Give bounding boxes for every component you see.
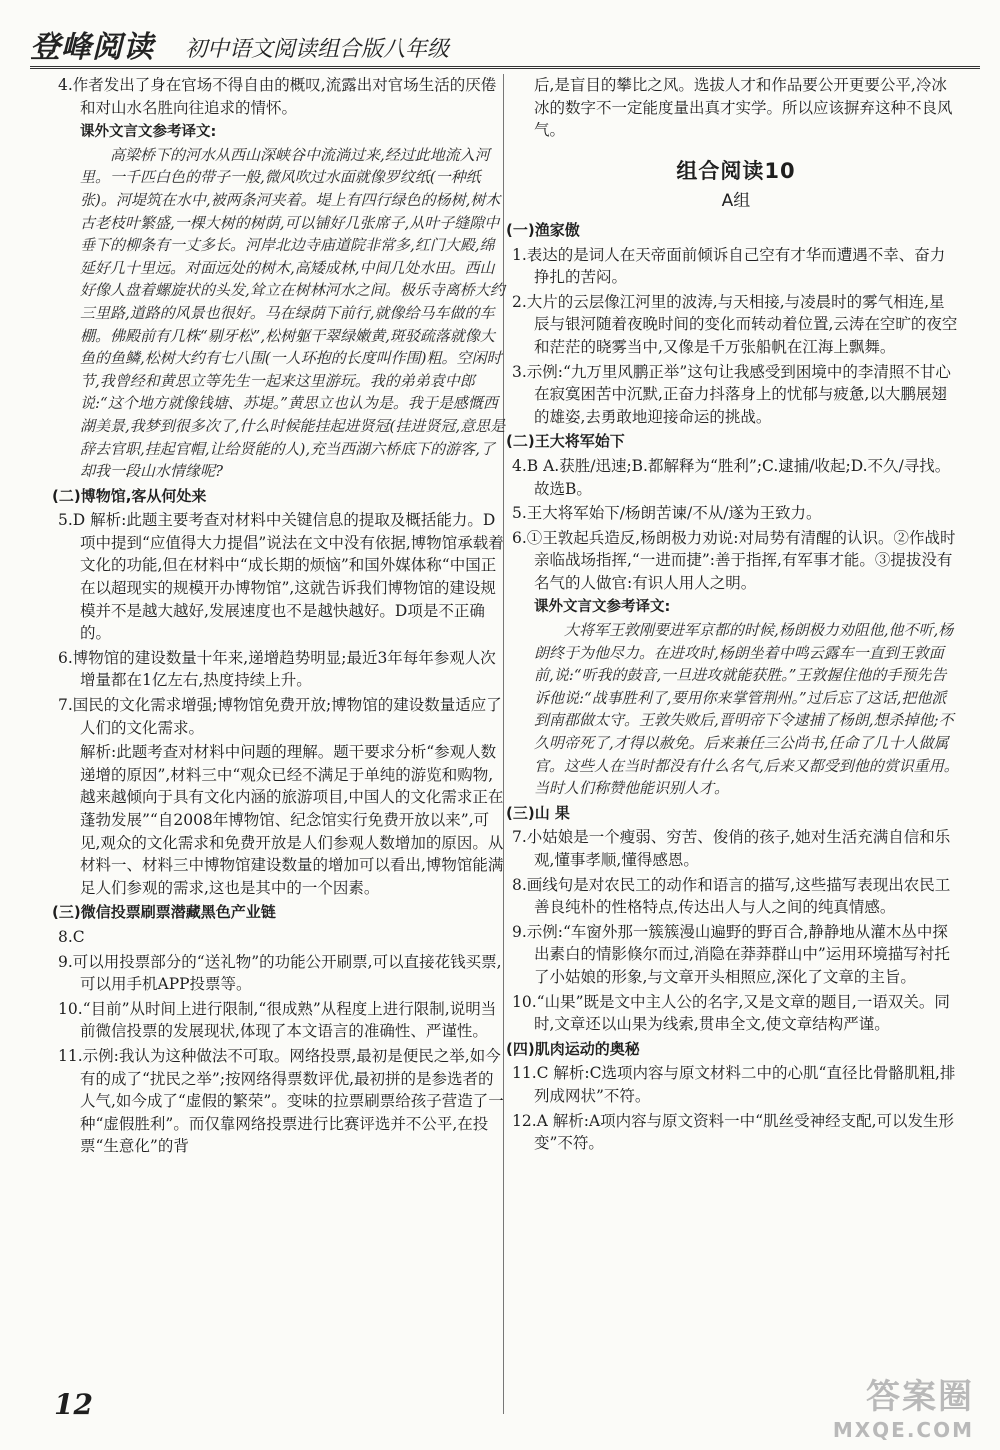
section-heading-r3: (三)山 果 [506, 803, 570, 822]
page-number: 12 [54, 1388, 93, 1421]
answer-item-r1: 1.表达的是词人在天帝面前倾诉自己空有才华而遭遇不幸、奋力挣扎的苦闷。 [512, 245, 946, 287]
section-heading-3: (三)微信投票刷票潜藏黑色产业链 [52, 903, 276, 922]
translation-title: 课外文言文参考译文: [80, 124, 217, 141]
answer-item-4: 4.作者发出了身在官场不得自由的概叹,流露出对官场生活的厌倦和对山水名胜向往追求的情怀。 [58, 76, 497, 117]
answer-item-7-analysis: 解析:此题考查对材料中问题的理解。题干要求分析“参观人数递增的原因”,材料三中“观众已经不满足于单纯的游览和购物,越来越倾向于具有文化内涵的旅游项目,中国人的文化需求正在蓬勃发展”“自2008年博物馆、纪念馆实行免费开放以来”,可见,观众的文化需求和免费开放是人们参观人数增加的原因。从材料一、材料三中博物馆建设数量的增加可以看出,博物馆能满足人们参观的需求,这也是其中的一个因素。 [80, 743, 504, 897]
answer-item-8: 8.C [58, 927, 85, 946]
book-title: 初中语文阅读组合版八年级 [185, 37, 450, 62]
section-heading-r4: (四)肌肉运动的奥秘 [506, 1039, 640, 1058]
answer-item-r2: 2.大片的云层像江河里的波涛,与天相接,与凌晨时的雾气相连,星辰与银河随着夜晚时间的变化而转动着位置,云涛在空旷的夜空和茫茫的晓雾当中,又像是千万张船帆在江海上飘舞。 [512, 292, 958, 356]
answer-item-r4: 4.B A.获胜/迅速;B.都解释为“胜利”;C.逮捕/收起;D.不久/寻找。故选B。 [512, 456, 951, 498]
answer-item-7: 7.国民的文化需求增强;博物馆免费开放;博物馆的建设数量适应了人们的文化需求。 [58, 696, 502, 737]
answer-item-r8: 8.画线句是对农民工的动作和语言的描写,这些描写表现出农民工善良纯朴的性格特点,传达出人与人之间的纯真情感。 [512, 875, 951, 917]
answer-item-11: 11.示例:我认为这种做法不可取。网络投票,最初是便民之举,如今有的成了“扰民之举”;按网络得票数评优,最初拼的是参选者的人气,如今成了“虚假的繁荣”。变味的拉票刷票给孩子营造了一种“虚假胜利”。而仅靠网络投票进行比赛评选并不公平,在投票“生意化”的背 [58, 1046, 504, 1156]
answer-item-r3: 3.示例:“九万里风鹏正举”这句让我感受到困境中的李清照不甘心在寂寞困苦中沉默,正奋力抖落身上的忧郁与疲惫,以大鹏展翅的雄姿,去勇敢地迎接命运的挑战。 [512, 362, 951, 426]
brand-logo: 登峰阅读 [30, 30, 154, 65]
watermark-text: 答案圈 [866, 1377, 974, 1417]
answer-item-5: 5.D 解析:此题主要考查对材料中关键信息的提取及概括能力。D项中提到“应值得大力提倡”说法在文中没有依据,博物馆承载着文化的功能,但在材料中“成长期的烦恼”和国外媒体称“中国正在以超现实的规模开办博物馆”,这就告诉我们博物馆的建设规模并不是越大越好,发展速度也不是越快越好。D项是不正确的。 [58, 511, 504, 643]
section-heading-2: (二)博物馆,客从何处来 [52, 486, 207, 505]
answer-item-r12: 12.A 解析:A项内容与原文资料一中“肌丝受神经支配,可以发生形变”不符。 [512, 1111, 955, 1153]
answer-item-r7: 7.小姑娘是一个瘦弱、穷苦、俊俏的孩子,她对生活充满自信和乐观,懂事孝顺,懂得感恩。 [512, 828, 951, 869]
right-column [506, 74, 960, 1157]
answer-item-r5: 5.王大将军始下/杨朗苦谏/不从/遂为王致力。 [512, 504, 822, 523]
translation-body-right: 大将军王敦刚要进军京都的时候,杨朗极力劝阻他,他不听,杨朗终于为他尽力。在进攻时,杨朗坐着中鸣云露车一直到王敦面前,说:“听我的鼓音,一旦进攻就能获胜。”王敦握住他的手预先告诉他说:“战事胜利了,要用你来掌管荆州。”过后忘了这话,把他派到南郡做太守。王敦失败后,晋明帝下令逮捕了杨朗,想杀掉他;不久明帝死了,才得以赦免。后来兼任三公尚书,任命了几十人做属官。这些人在当时都没有什么名气,后来又都受到他的赏识重用。当时人们称赞他能识别人才。 [534, 621, 959, 798]
answer-item-r11: 11.C 解析:C选项内容与原文材料二中的心肌“直径比骨骼肌粗,排列成网状”不符。 [512, 1064, 956, 1105]
translation-title-right: 课外文言文参考译文: [534, 599, 671, 616]
group-title: A组 [721, 191, 751, 212]
translation-body: 高梁桥下的河水从西山深峡谷中流淌过来,经过此地流入河里。一千匹白色的带子一般,微风吹过水面就像罗纹纸(一种纸张)。河堤筑在水中,被两条河夹着。堤上有四行绿色的杨树,树木古老枝叶繁盛,一棵大树的树荫,可以铺好几张席子,从叶子缝隙中垂下的柳条有一丈多长。河岸北边寺庙道院非常多,红门大殿,绵延好几十里远。对面远处的树木,高矮成林,中间几处水田。西山好像人盘着螺旋状的头发,耸立在树林河水之间。极乐寺离桥大约三里路,道路的风景也很好。马在绿荫下前行,就像给马车做的车棚。佛殿前有几株“剔牙松”,松树躯干翠绿嫩黄,斑驳疏落就像大鱼的鱼鳞,松树大约有七八围(一人环抱的长度叫作围)粗。空闲时节,我曾经和黄思立等先生一起来这里游玩。我的弟弟袁中郎说:“这个地方就像钱塘、苏堤。”黄思立也认为是。我于是感慨西湖美景,我梦到很多次了,什么时候能挂起进贤冠(挂进贤冠,意思是辞去官职,挂起官帽,让给贤能的人),充当西湖六桥底下的游客,了却我一段山水情缘呢? [80, 145, 506, 481]
answer-item-r6: 6.①王敦起兵造反,杨朗极力劝说:对局势有清醒的认识。②作战时亲临战场指挥,“一进而捷”:善于指挥,有军事才能。③提拔没有名气的人做官:有识人用人之明。 [512, 528, 956, 592]
answer-item-r9: 9.示例:“车窗外那一簇簇漫山遍野的野百合,静静地从灌木丛中探出素白的情影倏尔而过,消隐在莽莽群山中”运用环境描写衬托了小姑娘的形象,与文章开头相照应,深化了文章的主旨。 [512, 922, 950, 986]
section-heading-r1: (一)渔家傲 [506, 220, 580, 239]
page-header [30, 18, 980, 69]
unit-title: 组合阅读10 [676, 158, 796, 183]
left-column [52, 74, 506, 1160]
section-heading-r2: (二)王大将军始下 [506, 432, 625, 451]
answer-item-r10: 10.“山果”既是文中主人公的名字,又是文章的题目,一语双关。同时,文章还以山果为线索,贯串全文,使文章结构严谨。 [512, 992, 950, 1034]
answer-item-9: 9.可以用投票部分的“送礼物”的功能公开刷票,可以直接花钱买票,可以用手机APP投票等。 [58, 952, 502, 994]
watermark [833, 1369, 974, 1442]
answer-item-6: 6.博物馆的建设数量十年来,递增趋势明显;最近3年每年参观人次增量都在1亿左右,热度持续上升。 [58, 648, 496, 690]
answer-item-10: 10.“目前”从时间上进行限制,“很成熟”从程度上进行限制,说明当前微信投票的发展现状,体现了本文语言的准确性、严谨性。 [58, 999, 497, 1041]
watermark-url: MXQE.COM [832, 1418, 974, 1442]
answer-item-11-continued: 后,是盲目的攀比之风。选拔人才和作品要公开更要公平,冷冰冰的数字不一定能度量出真才实学。所以应该摒弃这种不良风气。 [534, 76, 953, 140]
